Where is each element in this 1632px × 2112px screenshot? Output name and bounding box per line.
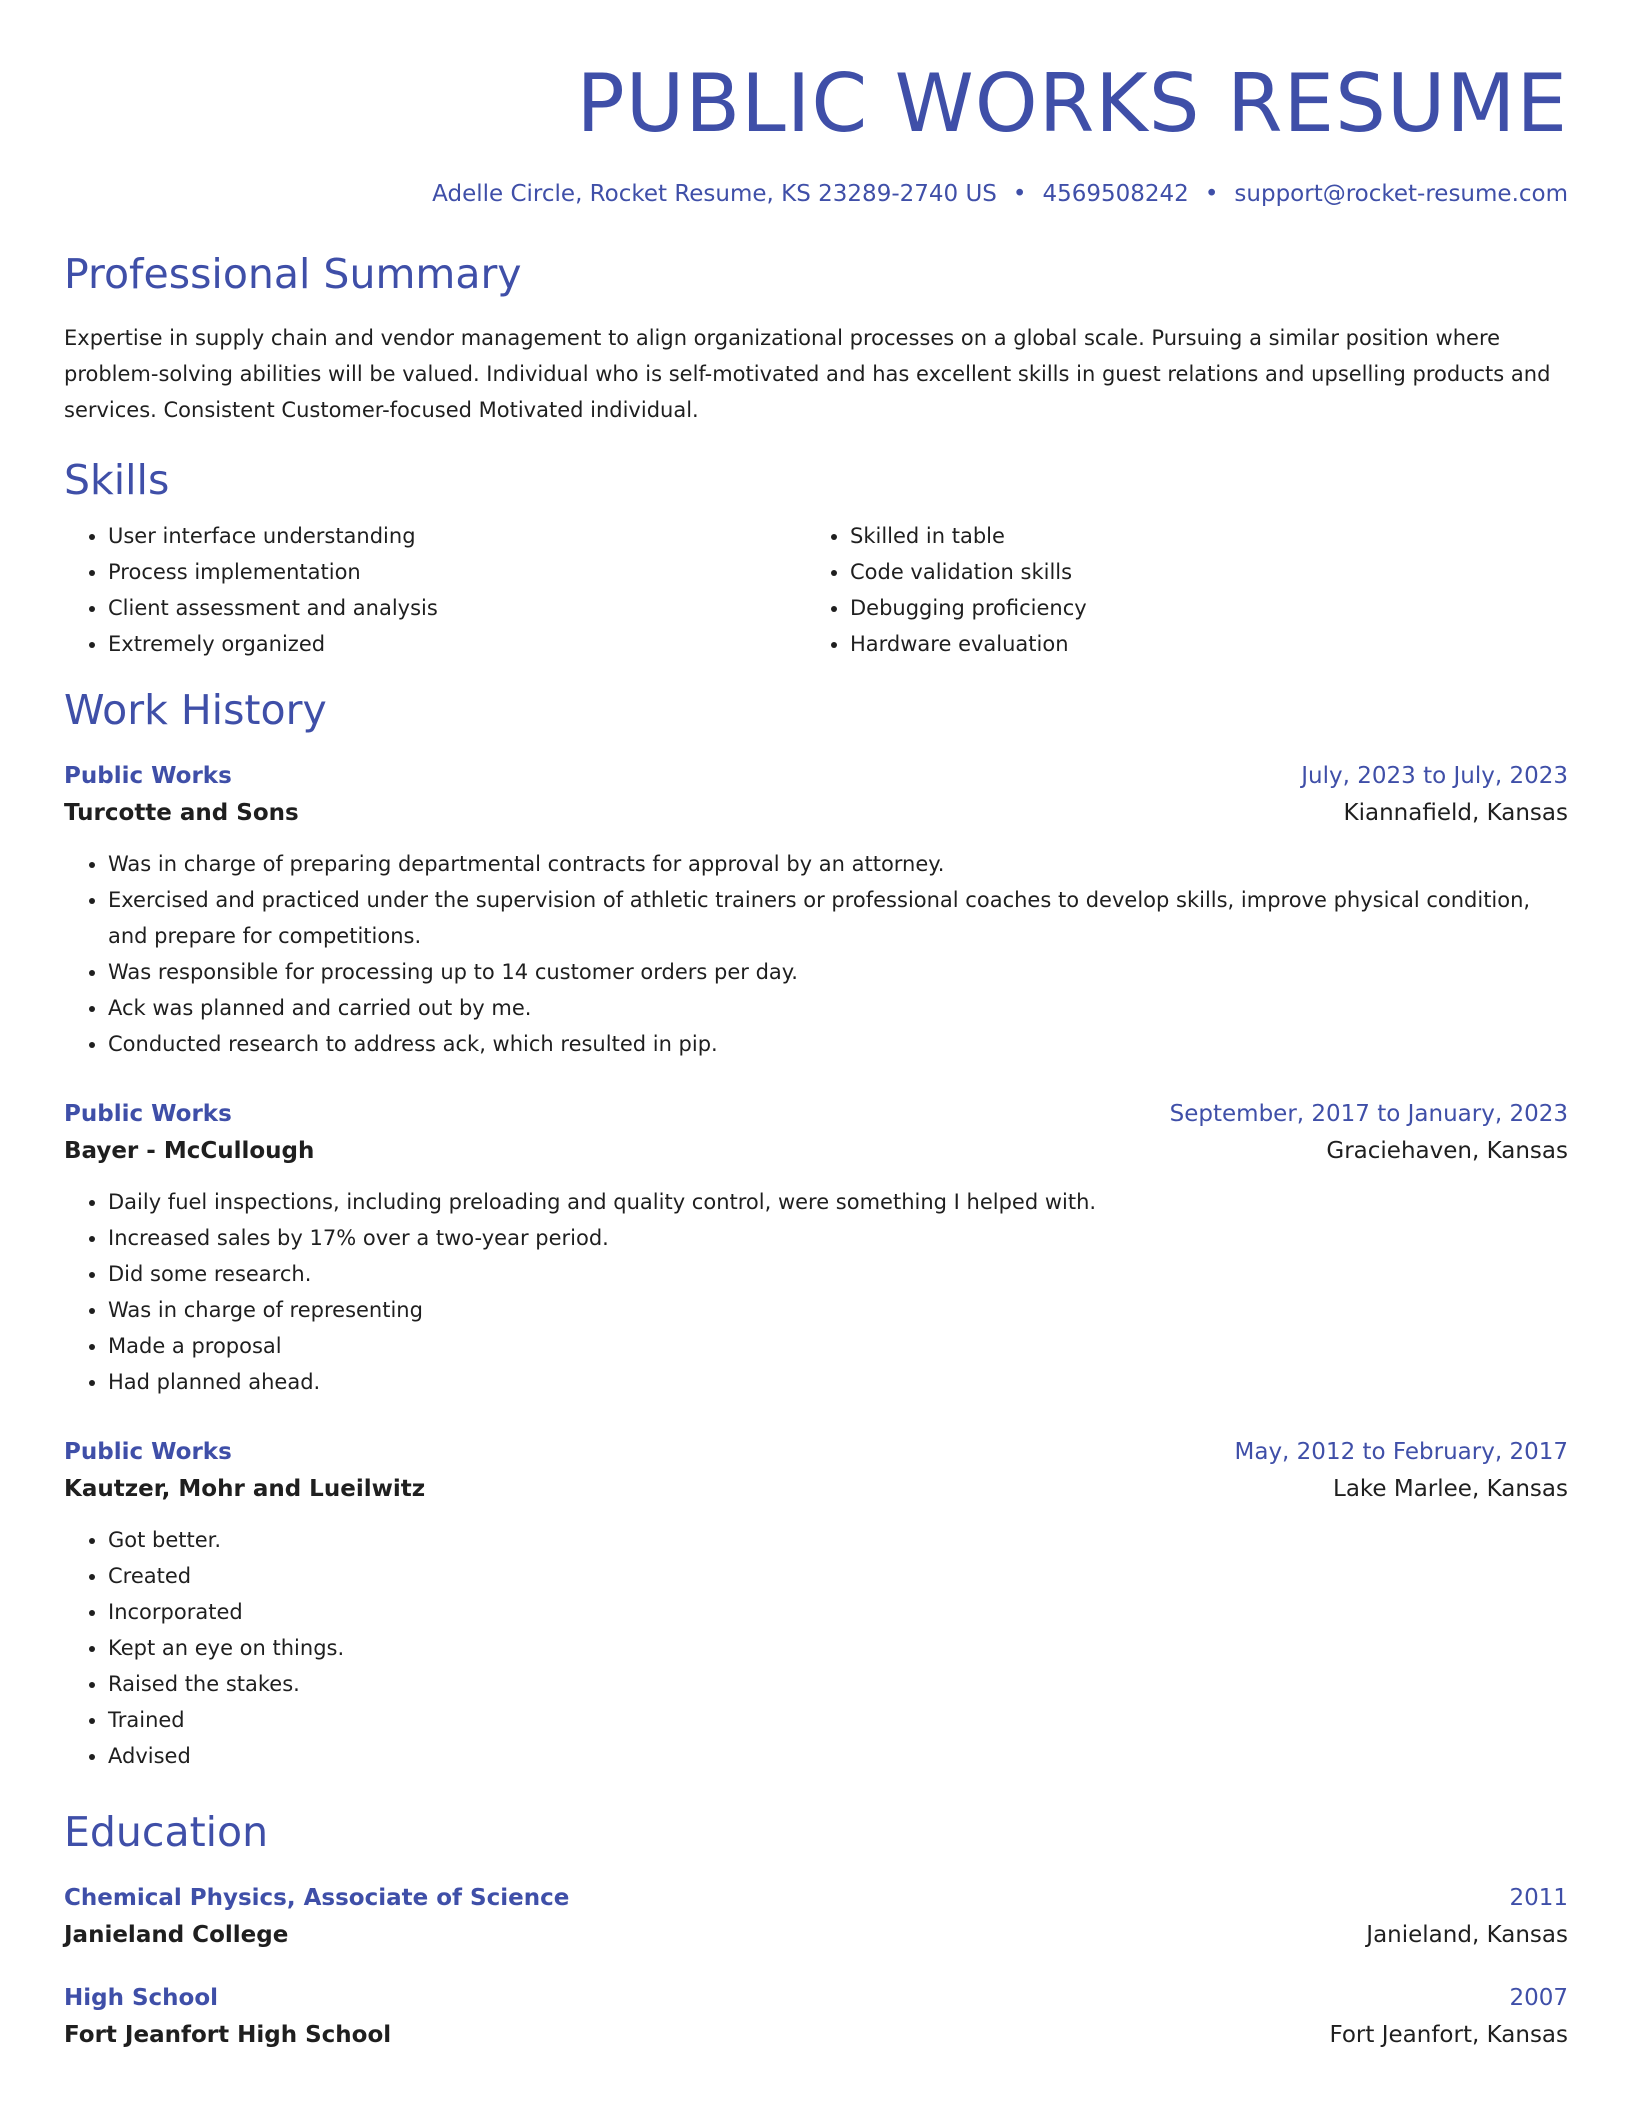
job-bullet: • Ack was planned and carried out by me. <box>108 990 1568 1026</box>
job-bullet: • Was in charge of preparing departmental contracts for approval by an attorney. <box>108 846 1568 882</box>
separator-dot: • <box>1012 181 1027 207</box>
job-bullets <box>64 846 1568 1062</box>
resume-header <box>64 58 1568 210</box>
job-bullet: • Got better. <box>108 1522 1568 1558</box>
job-bullet: • Created <box>108 1558 1568 1594</box>
job-bullets <box>64 1522 1568 1774</box>
skill-item: • Process implementation <box>108 554 806 590</box>
skills-list <box>64 518 1568 662</box>
contact-phone: 4569508242 <box>1042 181 1189 207</box>
education-entry <box>64 1880 1568 1954</box>
edu-location: Janieland, Kansas <box>1366 1922 1568 1948</box>
separator-dot: • <box>1204 181 1219 207</box>
job-dates: July, 2023 to July, 2023 <box>1301 763 1568 789</box>
resume-title: PUBLIC WORKS RESUME <box>576 57 1568 150</box>
job-bullet: • Was in charge of representing <box>108 1292 1568 1328</box>
job-location: Lake Marlee, Kansas <box>1333 1476 1568 1502</box>
job-position: Public Works <box>64 763 232 789</box>
job-company: Kautzer, Mohr and Lueilwitz <box>64 1476 426 1502</box>
job-bullet: • Increased sales by 17% over a two-year period. <box>108 1220 1568 1256</box>
education-entry <box>64 1980 1568 2054</box>
job-company: Turcotte and Sons <box>64 800 299 826</box>
work-history-heading: Work History <box>64 686 327 734</box>
job-bullets <box>64 1184 1568 1400</box>
edu-year: 2011 <box>1509 1885 1568 1911</box>
job-dates: September, 2017 to January, 2023 <box>1169 1101 1568 1127</box>
job-bullet: • Daily fuel inspections, including preloading and quality control, were something I helped with. <box>108 1184 1568 1220</box>
job-position: Public Works <box>64 1101 232 1127</box>
job-location: Graciehaven, Kansas <box>1326 1138 1568 1164</box>
job-bullet: • Raised the stakes. <box>108 1666 1568 1702</box>
job-bullet: • Trained <box>108 1702 1568 1738</box>
edu-year: 2007 <box>1509 1985 1568 2011</box>
job-bullet: • Was responsible for processing up to 14 customer orders per day. <box>108 954 1568 990</box>
skill-item: • Debugging proficiency <box>850 590 1548 626</box>
edu-degree: High School <box>64 1985 219 2011</box>
job-bullet: • Conducted research to address ack, which resulted in pip. <box>108 1026 1568 1062</box>
job-bullet: • Exercised and practiced under the supervision of athletic trainers or professional coaches to develop skills, improve physical condition, and prepare for competitions. <box>108 882 1568 954</box>
contact-address: Adelle Circle, Rocket Resume, KS 23289-2740 US <box>432 181 997 207</box>
job-bullet: • Incorporated <box>108 1594 1568 1630</box>
job-position: Public Works <box>64 1439 232 1465</box>
edu-school: Fort Jeanfort High School <box>64 2022 392 2048</box>
job-bullet: • Advised <box>108 1738 1568 1774</box>
skill-item: • User interface understanding <box>108 518 806 554</box>
job-entry <box>64 1434 1568 1774</box>
skills-heading: Skills <box>64 456 170 504</box>
summary-text: Expertise in supply chain and vendor management to align organizational processes on a global scale. Pursuing a similar position where problem-solving abilities will be valued. Individual who is self-motivated and has excellent skills in guest relations and upselling products and services. Consistent Customer-focused Motivated individual. <box>64 326 1551 422</box>
summary-heading: Professional Summary <box>64 250 522 298</box>
job-bullet: • Made a proposal <box>108 1328 1568 1364</box>
edu-school: Janieland College <box>64 1922 289 1948</box>
education-heading: Education <box>64 1808 269 1856</box>
job-bullet: • Did some research. <box>108 1256 1568 1292</box>
skill-item: • Code validation skills <box>850 554 1548 590</box>
skills-column-left <box>64 518 806 662</box>
job-dates: May, 2012 to February, 2017 <box>1234 1439 1568 1465</box>
edu-location: Fort Jeanfort, Kansas <box>1329 2022 1568 2048</box>
skill-item: • Extremely organized <box>108 626 806 662</box>
skill-item: • Hardware evaluation <box>850 626 1548 662</box>
job-bullet: • Kept an eye on things. <box>108 1630 1568 1666</box>
skill-item: • Skilled in table <box>850 518 1548 554</box>
edu-degree: Chemical Physics, Associate of Science <box>64 1885 570 1911</box>
contact-line <box>64 178 1568 210</box>
skill-item: • Client assessment and analysis <box>108 590 806 626</box>
job-location: Kiannafield, Kansas <box>1343 800 1568 826</box>
job-bullet: • Had planned ahead. <box>108 1364 1568 1400</box>
job-entry <box>64 1096 1568 1400</box>
contact-email: support@rocket-resume.com <box>1234 181 1568 207</box>
skills-column-right <box>806 518 1548 662</box>
job-company: Bayer - McCullough <box>64 1138 315 1164</box>
job-entry <box>64 758 1568 1062</box>
